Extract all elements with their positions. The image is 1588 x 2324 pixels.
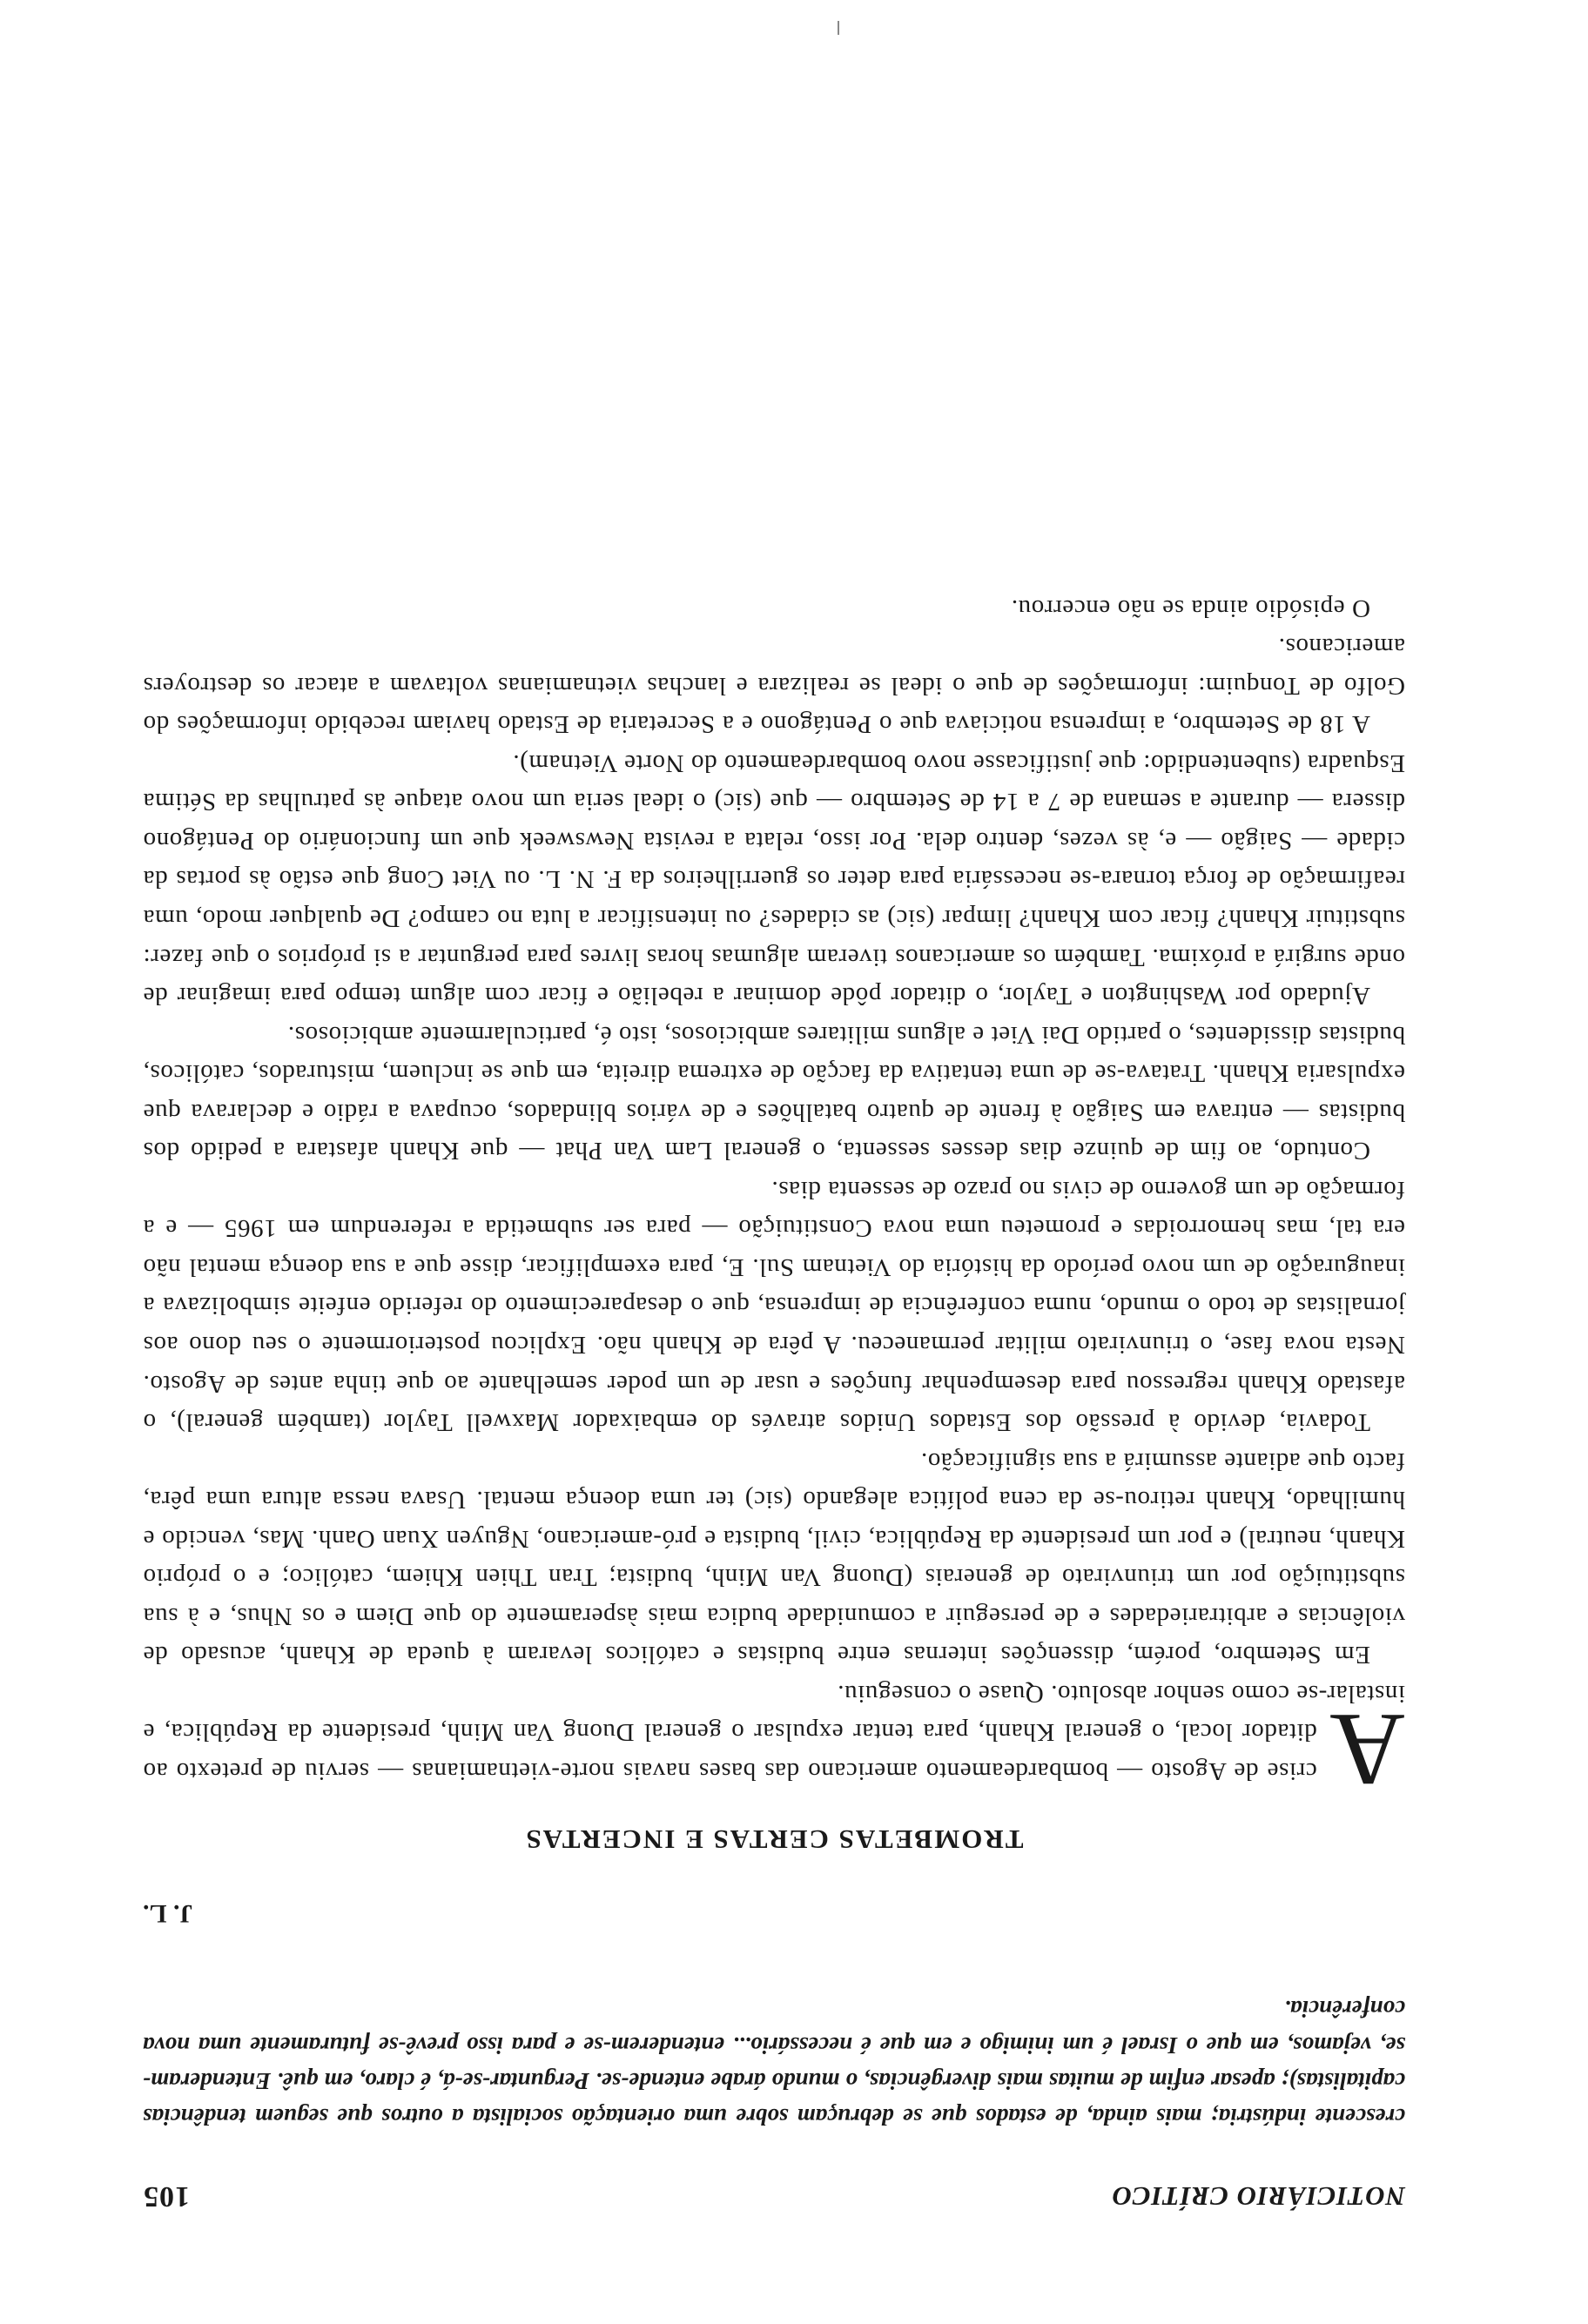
paragraph-6: A 18 de Setembro, a imprensa noticiava que o Pentágono e a Secretaria de Estado haviam recebido informações do Golfo de Tonquim: informações de que o ideal se realizara e lanchas vietnamianas voltavam a atacar os destroyers americanos. [143, 633, 1405, 739]
paragraph-7: O episódio ainda se não encerrou. [1011, 594, 1370, 622]
drop-cap: A [1329, 1692, 1405, 1808]
paragraph-2: Em Setembro, porém, dissenções internas entre budistas e católicos levaram à queda de Khanh, acusado de violências e arbitrariedades e de perseguir a comunidade budica mais àsperamente do que Diem e os Nhus, e à sua substituição por um triunvirato de generais (Duong Van Minh, budista; Tran Thien Khiem, católico; e o próprio Khanh, neutral) e por um presidente da República, civil, budista e pró-americano, Nguyen Xuan Oanh. Mas, vencido e humilhado, Khanh retirou-se da cena política alegando (sic) ter uma doença mental. Usava nessa altura uma pêra, facto que adiante assumirá a sua significação. [143, 1447, 1405, 1669]
running-title: NOTICIÁRIO CRÍTICO [1111, 2181, 1405, 2212]
intro-paragraph: crescente indústria; mais ainda, de estados que se debruçam sobre uma orientação socialista a outros que seguem tendências capitalistas); apesar enfim de muitas mais divergências, o mundo árabe entende-se. Perguntar-se-á, é claro, em quê. Entenderam-se, vejamos, em que o Israel é um inimigo e em que é necessário... entenderem-se e para isso prevê-se futuramente uma nova conferência. [143, 1996, 1405, 2130]
section-title: TROMBETAS CERTAS E INCERTAS [524, 1824, 1024, 1855]
running-header [143, 2178, 1405, 2213]
paragraph-4: Contudo, ao fim de quinze dias desses sessenta, o general Lam Van Phat — que Khanh afastara a pedido dos budistas — entrava em Saigão à frente de quatro batalhões e de vários blindados, ocupava a rádio e declarava que expulsaria Khanh. Tratava-se de uma tentativa da facção de extrema direita, em que se incluem, misturados, católicos, budistas dissidentes, o partido Dai Viet e alguns militares ambiciosos, isto é, particularmente ambiciosos. [143, 1020, 1405, 1165]
author-signature [143, 1898, 1405, 1928]
paragraph-1 [143, 1674, 1405, 1808]
article-body [143, 588, 1405, 1808]
signature-text: J. L. [143, 1899, 193, 1928]
scan-mark [838, 21, 839, 35]
paragraph-1-text: crise de Agosto — bombardeamento americano das bases navais norte-vietnamianas — serviu de pretexto ao ditador local, o general Khanh, para tentar expulsar o general Duong Van Minh, presidente da República, e instalar-se como senhor absoluto. Quase o conseguiu. [143, 1679, 1405, 1785]
paragraph-5: Ajudado por Washington e Taylor, o ditador pôde dominar a rebelião e ficar com algum tempo para imaginar de onde surgirá a próxima. Também os americanos tiveram algumas horas livres para perguntar a si próprios o que fazer: substituir Khanh? ficar com Khanh? limpar (sic) as cidades? ou intensificar a luta no campo? De qualquer modo, uma reafirmação de força tornara-se necessária para deter os guerrilheiros da F. N. L. ou Viet Cong que estão às portas da cidade — Saigão — e, às vezes, dentro dela. Por isso, relata a revista Newsweek que um funcionário do Pentágono dissera — durante a semana de 7 a 14 de Setembro — que (sic) o ideal seria um novo ataque às patrulhas da Sétima Esquadra (subentendido: que justificasse novo bombardeamento do Norte Vietnam). [143, 749, 1405, 1011]
paragraph-3: Todavia, devido à pressão dos Estados Unidos através do embaixador Maxwell Taylor (também general), o afastado Khanh regressou para desempenhar funções e usar de um poder semelhante ao que tinha antes de Agosto. Nesta nova fase, o triunvirato militar permaneceu. A pêra de Khanh não. Explicou posteriormente o seu dono aos jornalistas de todo o mundo, numa conferência de imprensa, que o desaparecimento do referido enfeite simbolizava a inauguração de um novo período da história do Vietnam Sul. E, para exemplificar, disse que a sua doença mental não era tal, mas hemorroidas e prometeu uma nova Constituição — para ser submetida a referendum em 1965 — e a formação de um governo de civis no prazo de sessenta dias. [143, 1175, 1405, 1437]
intro-text [143, 1991, 1405, 2134]
page-number: 105 [143, 2180, 190, 2213]
